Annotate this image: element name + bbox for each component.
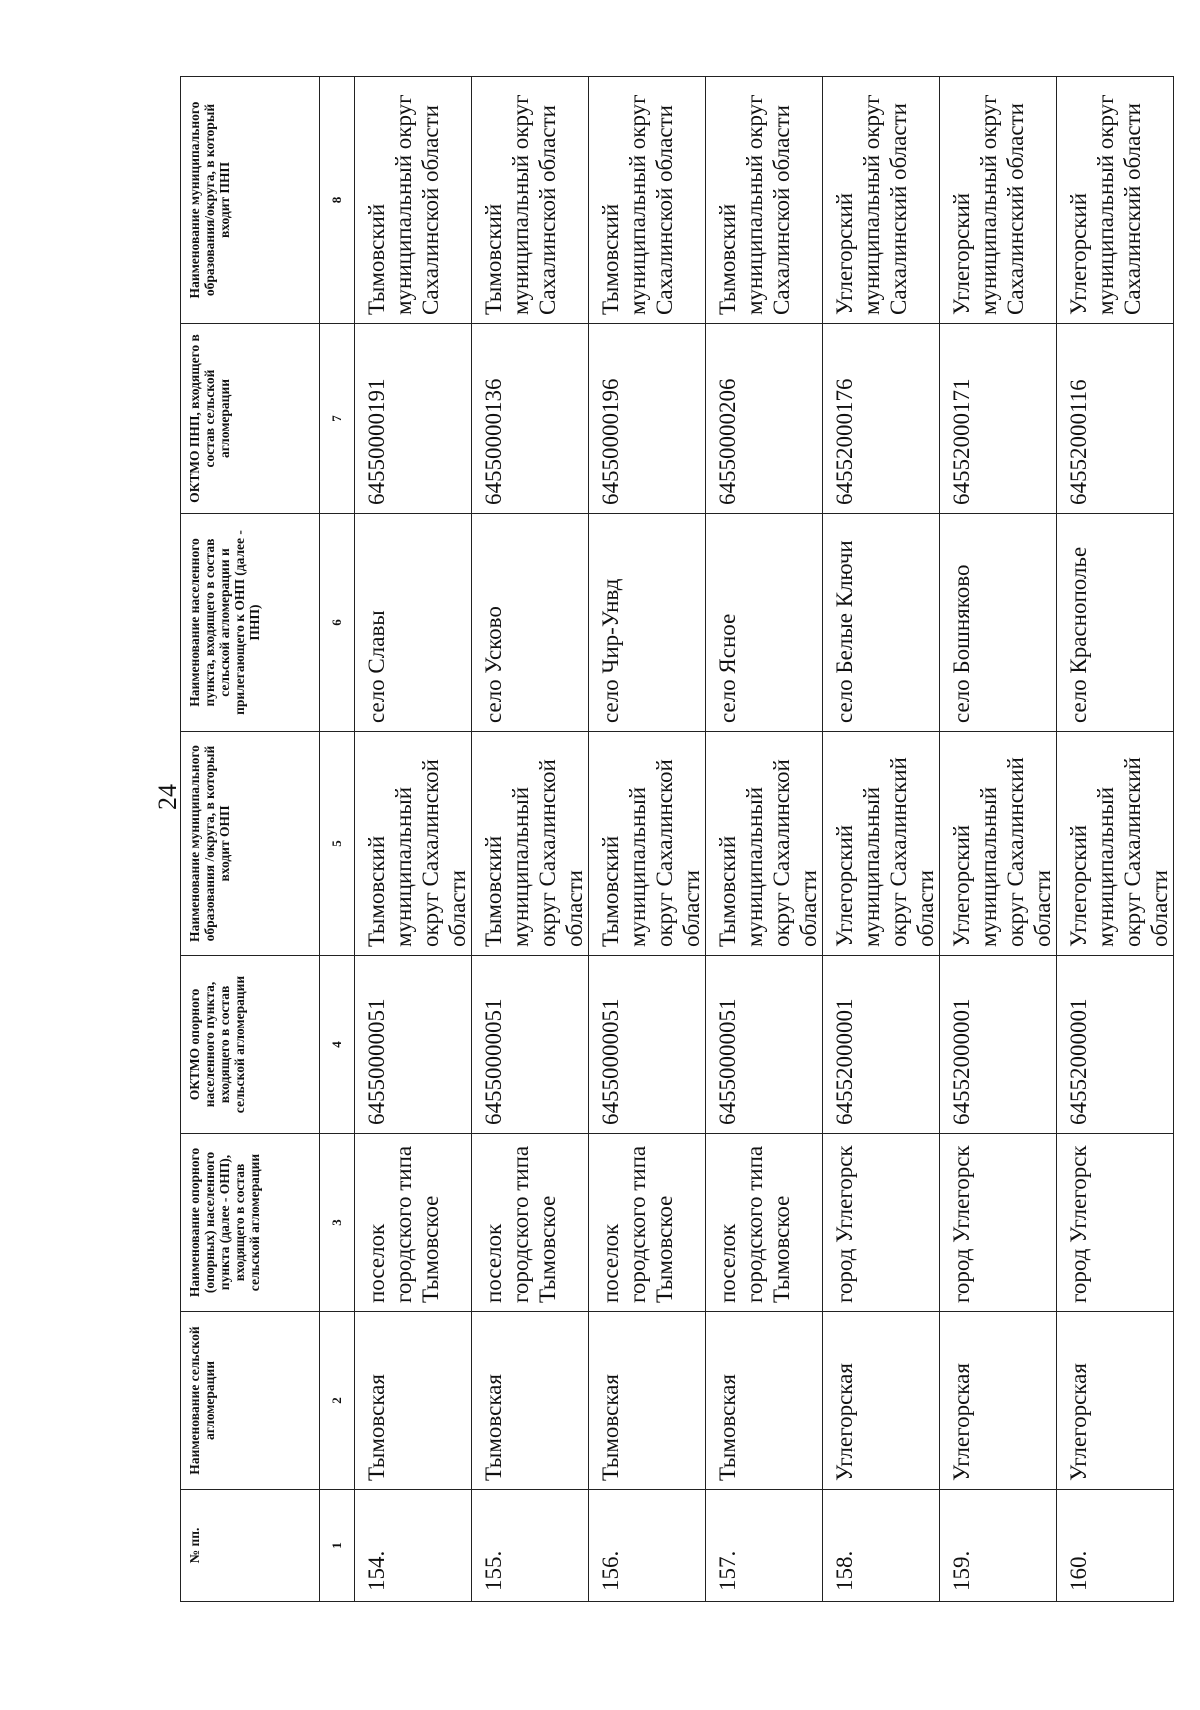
row-number: 155. — [472, 1490, 589, 1602]
row-number: 157. — [706, 1490, 823, 1602]
onp-municipality: Тымовский муниципальный округ Сахалинской области — [472, 732, 589, 956]
pnp-municipality: Тымовский муниципальный округ Сахалинской области — [706, 77, 823, 324]
column-number: 1 — [320, 1490, 355, 1602]
pnp-name: село Ясное — [706, 514, 823, 732]
onp-municipality: Тымовский муниципальный округ Сахалинской области — [355, 732, 472, 956]
column-number-row — [320, 77, 355, 1602]
table-row — [706, 77, 823, 1602]
pnp-municipality: Углегорский муниципальный округ Сахалинский области — [940, 77, 1057, 324]
table-row — [940, 77, 1057, 1602]
pnp-municipality: Углегорский муниципальный округ Сахалинский области — [1057, 77, 1174, 324]
pnp-oktmo: 64552000176 — [823, 324, 940, 514]
table-row — [472, 77, 589, 1602]
table-row — [1057, 77, 1174, 1602]
pnp-oktmo: 64550000206 — [706, 324, 823, 514]
onp-name: поселок городского типа Тымовское — [355, 1134, 472, 1312]
onp-name: поселок городского типа Тымовское — [706, 1134, 823, 1312]
agglomeration-name: Углегорская — [940, 1312, 1057, 1490]
onp-oktmo: 64550000051 — [472, 956, 589, 1134]
header-cell: Наименование населенного пункта, входящего в состав сельской агломерации и прилегающего к ОНП (далее - ПНП) — [181, 514, 320, 732]
row-number: 156. — [589, 1490, 706, 1602]
onp-oktmo: 64552000001 — [823, 956, 940, 1134]
onp-oktmo: 64550000051 — [706, 956, 823, 1134]
onp-oktmo: 64552000001 — [1057, 956, 1174, 1134]
table-row — [355, 77, 472, 1602]
column-number: 7 — [320, 324, 355, 514]
agglomeration-table — [180, 76, 1174, 1602]
header-cell: № пп. — [181, 1490, 320, 1602]
onp-municipality: Тымовский муниципальный округ Сахалинской области — [589, 732, 706, 956]
pnp-oktmo: 64550000196 — [589, 324, 706, 514]
column-number: 4 — [320, 956, 355, 1134]
column-number: 2 — [320, 1312, 355, 1490]
pnp-name: село Чир-Унвд — [589, 514, 706, 732]
onp-name: город Углегорск — [940, 1134, 1057, 1312]
header-cell: Наименование сельской агломерации — [181, 1312, 320, 1490]
pnp-name: село Усково — [472, 514, 589, 732]
pnp-municipality: Тымовский муниципальный округ Сахалинской области — [355, 77, 472, 324]
pnp-oktmo: 64552000171 — [940, 324, 1057, 514]
agglomeration-name: Углегорская — [823, 1312, 940, 1490]
header-cell: Наименование опорного (опорных) населенного пункта (далее - ОНП), входящего в состав сельской агломерации — [181, 1134, 320, 1312]
header-cell: Наименование муниципального образования /округа, в который входит ОНП — [181, 732, 320, 956]
column-number: 8 — [320, 77, 355, 324]
pnp-name: село Белые Ключи — [823, 514, 940, 732]
pnp-oktmo: 64550000136 — [472, 324, 589, 514]
row-number: 154. — [355, 1490, 472, 1602]
pnp-name: село Бошняково — [940, 514, 1057, 732]
pnp-municipality: Тымовский муниципальный округ Сахалинской области — [472, 77, 589, 324]
agglomeration-name: Тымовская — [472, 1312, 589, 1490]
row-number: 160. — [1057, 1490, 1174, 1602]
header-cell: Наименование муниципального образования/округа, в который входит ПНП — [181, 77, 320, 324]
pnp-oktmo: 64550000191 — [355, 324, 472, 514]
header-cell: ОКТМО опорного населенного пункта, входящего в состав сельской агломерации — [181, 956, 320, 1134]
agglomeration-name: Углегорская — [1057, 1312, 1174, 1490]
onp-municipality: Углегорский муниципальный округ Сахалинский области — [1057, 732, 1174, 956]
pnp-municipality: Углегорский муниципальный округ Сахалинский области — [823, 77, 940, 324]
pnp-name: село Краснополье — [1057, 514, 1174, 732]
header-cell: ОКТМО ПНП, входящего в состав сельской агломерации — [181, 324, 320, 514]
agglomeration-name: Тымовская — [589, 1312, 706, 1490]
pnp-oktmo: 64552000116 — [1057, 324, 1174, 514]
pnp-municipality: Тымовский муниципальный округ Сахалинской области — [589, 77, 706, 324]
row-number: 158. — [823, 1490, 940, 1602]
onp-municipality: Тымовский муниципальный округ Сахалинской области — [706, 732, 823, 956]
onp-oktmo: 64550000051 — [355, 956, 472, 1134]
header-row — [181, 77, 320, 1602]
onp-oktmo: 64550000051 — [589, 956, 706, 1134]
onp-name: поселок городского типа Тымовское — [472, 1134, 589, 1312]
agglomeration-name: Тымовская — [355, 1312, 472, 1490]
onp-municipality: Углегорский муниципальный округ Сахалинский области — [940, 732, 1057, 956]
onp-oktmo: 64552000001 — [940, 956, 1057, 1134]
registry-table-rotated — [180, 77, 1172, 1602]
agglomeration-name: Тымовская — [706, 1312, 823, 1490]
row-number: 159. — [940, 1490, 1057, 1602]
page-number: 24 — [153, 784, 182, 810]
column-number: 6 — [320, 514, 355, 732]
onp-name: город Углегорск — [823, 1134, 940, 1312]
onp-municipality: Углегорский муниципальный округ Сахалинский области — [823, 732, 940, 956]
table-row — [823, 77, 940, 1602]
onp-name: город Углегорск — [1057, 1134, 1174, 1312]
table-row — [589, 77, 706, 1602]
onp-name: поселок городского типа Тымовское — [589, 1134, 706, 1312]
column-number: 3 — [320, 1134, 355, 1312]
column-number: 5 — [320, 732, 355, 956]
pnp-name: село Славы — [355, 514, 472, 732]
